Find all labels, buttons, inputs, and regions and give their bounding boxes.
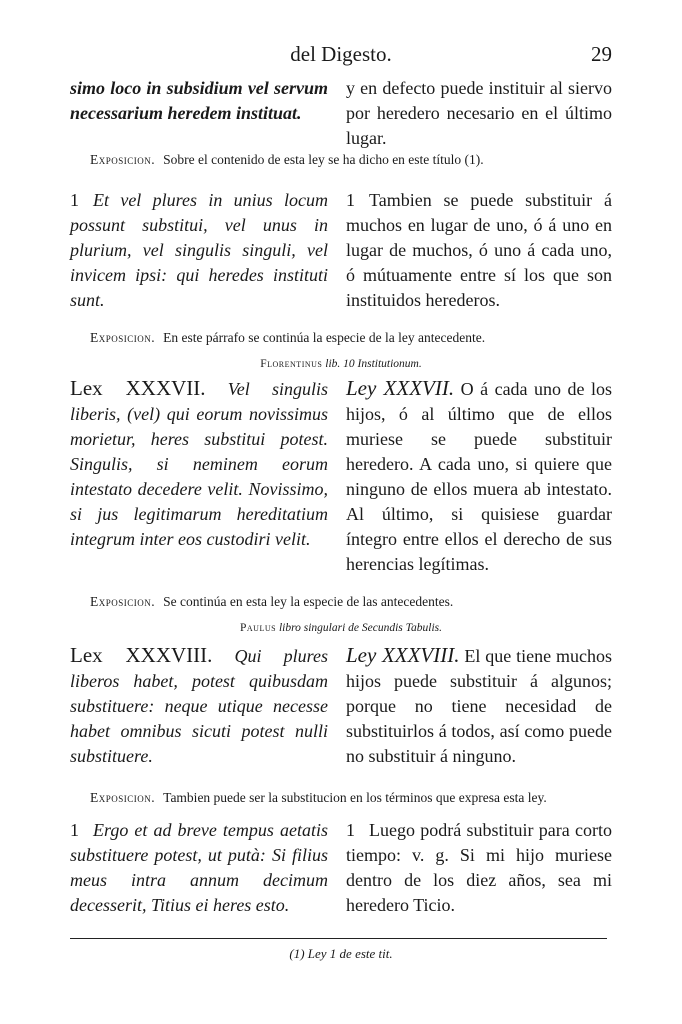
exposicion-text: Se continúa en esta ley la especie de las antecedentes. — [163, 594, 454, 609]
latin-body: Vel singulis liberis, (vel) qui eorum novissimus morietur, heres substitui potest. Singulis, si neminem eorum intestato decedere velit. Novissimo, si jus legitimarum hereditatium integrum inter eos custodiri velit. — [70, 379, 328, 549]
exposicion-note — [90, 330, 612, 346]
latin-text — [70, 643, 328, 769]
latin-text — [70, 818, 328, 918]
spanish-text — [346, 643, 612, 769]
exposicion-text: Sobre el contenido de esta ley se ha dicho en este título (1). — [163, 152, 484, 167]
spanish-body: O á cada uno de los hijos, ó al último que de ellos muriese se puede substituir heredero. A cada uno, si quiere que ninguno de ellos muera ab intestato. Al último, si quisiese guardar íntegro entre ellos el derecho de sus herencias legítimas. — [346, 379, 613, 574]
latin-text — [70, 376, 328, 552]
exposicion-note — [90, 152, 612, 168]
latin-body: Ergo et ad breve tempus aetatis substituere potest, ut putà: Si filius meus intra annum decimum decesserit, Titius ei heres esto. — [70, 820, 328, 915]
paragraph-number: 1 — [70, 820, 79, 840]
law-heading: Lex XXXVIII. — [70, 643, 213, 667]
source-author: Paulus — [240, 622, 277, 634]
spanish-text — [346, 818, 612, 918]
source-citation — [0, 358, 682, 370]
exposicion-text: En este párrafo se continúa la especie de la ley antecedente. — [163, 330, 486, 345]
paragraph-number: 1 — [346, 820, 355, 840]
source-author: Florentinus — [260, 358, 323, 370]
footnote — [0, 946, 682, 962]
exposicion-label: Exposicion. — [90, 594, 156, 609]
latin-body: Qui plures liberos habet, potest quibusdam substituere: neque utique necesse habet omnibus sicuti potest nulli substituere. — [70, 646, 328, 766]
latin-text: simo loco in subsidium vel servum necessarium heredem instituat. — [70, 78, 328, 123]
exposicion-label: Exposicion. — [90, 330, 156, 345]
source-citation — [0, 622, 682, 634]
exposicion-label: Exposicion. — [90, 152, 156, 167]
spanish-body: Luego podrá substituir para corto tiempo: v. g. Si mi hijo muriese dentro de los diez años, sea mi heredero Ticio. — [346, 820, 612, 915]
law-heading: Ley XXXVII. — [346, 376, 455, 400]
spanish-text: y en defecto puede instituir al siervo por heredero necesario en el último lugar. — [346, 78, 612, 148]
footnote-rule — [70, 938, 607, 939]
source-work: libro singulari de Secundis Tabulis. — [278, 622, 442, 634]
page-number: 29 — [591, 42, 612, 66]
spanish-body: El que tiene muchos hijos puede substituir á algunos; porque no tiene necesidad de substituirlos á todos, así como puede no substituir á ninguno. — [346, 646, 612, 766]
spanish-body: Tambien se puede substituir á muchos en lugar de uno, ó á uno en lugar de muchos, ó uno á cada uno, ó mútuamente entre sí los que son instituidos herederos. — [346, 190, 612, 310]
paragraph-number: 1 — [70, 190, 79, 210]
source-work: lib. 10 Institutionum. — [325, 358, 422, 370]
exposicion-note — [90, 790, 612, 806]
law-heading: Ley XXXVIII. — [346, 643, 460, 667]
running-title: del Digesto. — [290, 42, 392, 66]
exposicion-text: Tambien puede ser la substitucion en los términos que expresa esta ley. — [163, 790, 547, 805]
exposicion-label: Exposicion. — [90, 790, 156, 805]
spanish-text — [346, 376, 612, 577]
footnote-text: (1) Ley 1 de este tit. — [289, 946, 393, 961]
spanish-text — [346, 188, 612, 313]
exposicion-note — [90, 594, 612, 610]
law-heading: Lex XXXVII. — [70, 376, 206, 400]
latin-body: Et vel plures in unius locum possunt substitui, vel unus in plurium, vel singulis singuli, vel invicem ipsi: qui heredes instituti sunt. — [70, 190, 328, 310]
page-header — [0, 42, 682, 72]
latin-text — [70, 188, 328, 313]
paragraph-number: 1 — [346, 190, 355, 210]
